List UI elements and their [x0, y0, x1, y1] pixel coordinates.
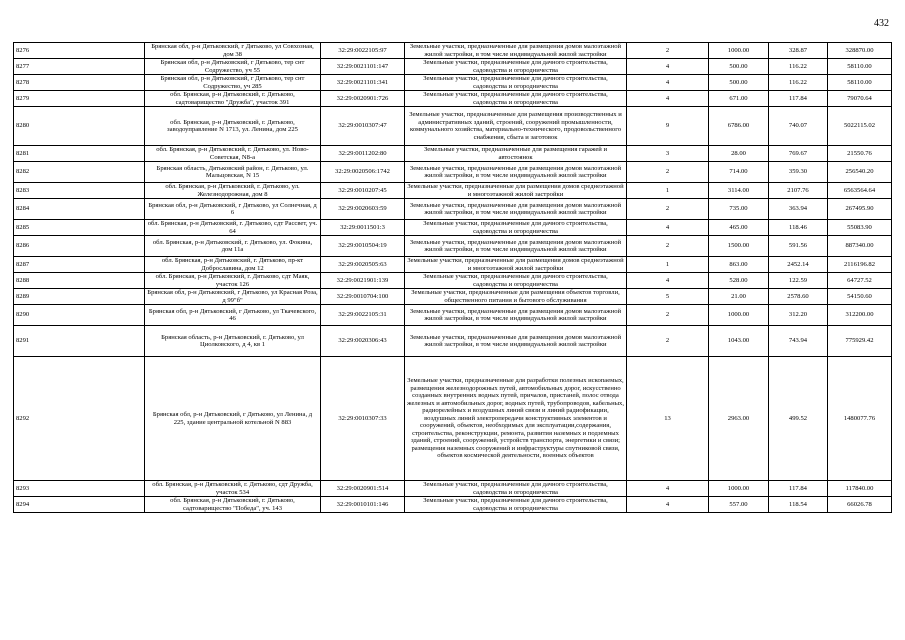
table-row [14, 91, 892, 107]
cadastral-value-cell: 887340.00 [828, 236, 892, 257]
area-cell: 6786.00 [709, 107, 769, 146]
specific-value-cell: 2452.14 [769, 257, 828, 273]
cadastral-value-cell: 5022115.02 [828, 107, 892, 146]
address-cell: обл. Брянская, р-н Дятьковский, г. Дятьково, ул. Железнодорожная, дом 8 [145, 183, 321, 199]
table-row [14, 199, 892, 220]
cadastral-number-cell: 32:29:0020603:59 [321, 199, 405, 220]
cadastral-value-cell: 312200.00 [828, 305, 892, 326]
cadastral-number-cell: 32:29:0020306:43 [321, 326, 405, 357]
permitted-use-cell: Земельные участки, предназначенные для размещения домов малоэтажной жилой застройки, в том числе индивидуальной жилой застройки [405, 305, 627, 326]
address-cell: обл. Брянская, р-н Дятьковский, г. Дятьково, заводоуправление N 1713, ул. Ленина, дом 225 [145, 107, 321, 146]
table-row [14, 357, 892, 481]
permitted-use-cell: Земельные участки, предназначенные для разработки полезных ископаемых, размещения железнодорожных путей, автомобильных дорог, искусственно созданных внутренних водных путей, причалов, пристаней, полос отвода железных и автомобильных дорог, водных путей, трубопроводов, кабельных, радиорелейных и воздушных линий связи и линий радиофикации, воздушных линий электропередачи конструктивных элементов и сооружений, объектов, необходимых для эксплуатации,содержания, строительства, реконструкции, ремонта, развития наземных и подземных зданий, строений, сооружений, устройств транспорта, энергетики и связи; размещения наземных сооружений и инфраструктуры спутниковой связи, объектов космической деятельности, военных объектов [405, 357, 627, 481]
cadastral-value-cell: 64727.52 [828, 273, 892, 289]
permitted-use-cell: Земельные участки, предназначенные для размещения домов малоэтажной жилой застройки, в том числе индивидуальной жилой застройки [405, 199, 627, 220]
cadastral-value-cell: 58110.00 [828, 59, 892, 75]
cadastral-number-cell: 32:29:0011501:3 [321, 220, 405, 236]
cadastral-value-cell: 1480077.76 [828, 357, 892, 481]
group-cell: 2 [627, 43, 709, 59]
row-number-cell: 8291 [14, 326, 145, 357]
area-cell: 1000.00 [709, 481, 769, 497]
address-cell: Брянская область, р-н Дятьковский, г. Дятьково, ул Циолковского, д 4, кв 1 [145, 326, 321, 357]
table-row [14, 162, 892, 183]
cadastral-value-cell: 267495.90 [828, 199, 892, 220]
area-cell: 557.00 [709, 497, 769, 513]
address-cell: обл. Брянская, р-н Дятьковский, г. Дятьково, сдт Рассвет, уч. 64 [145, 220, 321, 236]
cadastral-number-cell: 32:29:0010307:47 [321, 107, 405, 146]
specific-value-cell: 591.56 [769, 236, 828, 257]
area-cell: 2963.00 [709, 357, 769, 481]
cadastral-number-cell: 32:29:0010307:33 [321, 357, 405, 481]
address-cell: Брянская обл, р-н Дятьковский, г Дятьково, тер снт Содружество, уч 285 [145, 75, 321, 91]
table-row [14, 107, 892, 146]
cadastral-number-cell: 32:29:0022105:97 [321, 43, 405, 59]
permitted-use-cell: Земельные участки, предназначенные для дачного строительства, садоводства и огородничества [405, 59, 627, 75]
cadastral-number-cell: 32:29:0021101:147 [321, 59, 405, 75]
cadastral-value-cell: 55083.90 [828, 220, 892, 236]
permitted-use-cell: Земельные участки, предназначенные для размещения домов малоэтажной жилой застройки, в том числе индивидуальной жилой застройки [405, 162, 627, 183]
permitted-use-cell: Земельные участки, предназначенные для дачного строительства, садоводства и огородничества [405, 91, 627, 107]
address-cell: Брянская обл, р-н Дятьковский, г Дятьково, ул Ленина, д 225, здание центральной котельной N 883 [145, 357, 321, 481]
address-cell: обл. Брянская, р-н Дятьковский, г. Дятьково, сдт Дружба, участок 534 [145, 481, 321, 497]
specific-value-cell: 769.67 [769, 146, 828, 162]
area-cell: 500.00 [709, 75, 769, 91]
permitted-use-cell: Земельные участки, предназначенные для дачного строительства, садоводства и огородничества [405, 497, 627, 513]
table-row [14, 146, 892, 162]
cadastral-value-cell: 256540.20 [828, 162, 892, 183]
specific-value-cell: 117.84 [769, 91, 828, 107]
table-row [14, 305, 892, 326]
specific-value-cell: 499.52 [769, 357, 828, 481]
table-row [14, 43, 892, 59]
cadastral-number-cell: 32:29:0021901:139 [321, 273, 405, 289]
permitted-use-cell: Земельные участки, предназначенные для размещения домов среднеэтажной и многоэтажной жилой застройки [405, 183, 627, 199]
permitted-use-cell: Земельные участки, предназначенные для дачного строительства, садоводства и огородничества [405, 273, 627, 289]
cadastral-number-cell: 32:29:0010704:100 [321, 289, 405, 305]
permitted-use-cell: Земельные участки, предназначенные для размещения производственных и административных зданий, строений, сооружений промышленности, коммунального хозяйства, материально-технического, продовольственного снабжения, сбыта и заготовок [405, 107, 627, 146]
table-row [14, 273, 892, 289]
cadastral-value-cell: 66026.78 [828, 497, 892, 513]
row-number-cell: 8279 [14, 91, 145, 107]
group-cell: 3 [627, 146, 709, 162]
row-number-cell: 8293 [14, 481, 145, 497]
row-number-cell: 8276 [14, 43, 145, 59]
cadastral-number-cell: 32:29:0022105:31 [321, 305, 405, 326]
address-cell: Брянская обл, р-н Дятьковский, г Дятьково, ул Красная Роза, д 99"б" [145, 289, 321, 305]
specific-value-cell: 118.54 [769, 497, 828, 513]
specific-value-cell: 740.07 [769, 107, 828, 146]
area-cell: 1043.00 [709, 326, 769, 357]
specific-value-cell: 122.59 [769, 273, 828, 289]
permitted-use-cell: Земельные участки, предназначенные для размещения домов малоэтажной жилой застройки, в том числе индивидуальной жилой застройки [405, 326, 627, 357]
table-row [14, 497, 892, 513]
area-cell: 1500.00 [709, 236, 769, 257]
table-row [14, 59, 892, 75]
specific-value-cell: 328.87 [769, 43, 828, 59]
cadastral-value-cell: 58110.00 [828, 75, 892, 91]
cadastral-number-cell: 32:29:0020505:63 [321, 257, 405, 273]
address-cell: обл. Брянская, р-н Дятьковский, г. Дятьково, сдт Маяк, участок 126 [145, 273, 321, 289]
row-number-cell: 8292 [14, 357, 145, 481]
permitted-use-cell: Земельные участки, предназначенные для дачного строительства, садоводства и огородничества [405, 220, 627, 236]
row-number-cell: 8287 [14, 257, 145, 273]
address-cell: Брянская обл, р-н Дятьковский, г Дятьково, ул Солнечная, д 6 [145, 199, 321, 220]
address-cell: обл. Брянская, р-н Дятьковский, г. Дятьково, садтоварищество "Победа", уч. 143 [145, 497, 321, 513]
permitted-use-cell: Земельные участки, предназначенные для размещения домов малоэтажной жилой застройки, в том числе индивидуальной жилой застройки [405, 43, 627, 59]
cadastral-value-cell: 54150.60 [828, 289, 892, 305]
specific-value-cell: 116.22 [769, 75, 828, 91]
table-row [14, 75, 892, 91]
cadastral-number-cell: 32:29:0011202:80 [321, 146, 405, 162]
table-row [14, 481, 892, 497]
group-cell: 4 [627, 220, 709, 236]
cadastral-number-cell: 32:29:0010504:19 [321, 236, 405, 257]
specific-value-cell: 2578.60 [769, 289, 828, 305]
page-number: 432 [874, 18, 889, 29]
address-cell: обл. Брянская, р-н Дятьковский, г. Дятьково, ул. Фокина, дом 11а [145, 236, 321, 257]
address-cell: Брянская обл, р-н Дятьковский, г Дятьково, ул Совхозная, дом 38 [145, 43, 321, 59]
row-number-cell: 8285 [14, 220, 145, 236]
area-cell: 714.00 [709, 162, 769, 183]
address-cell: Брянская область, Дятьковский район, г. Дятьково, ул. Мальцовская, N 15 [145, 162, 321, 183]
specific-value-cell: 116.22 [769, 59, 828, 75]
area-cell: 863.00 [709, 257, 769, 273]
cadastral-number-cell: 32:29:0010101:146 [321, 497, 405, 513]
table-row [14, 236, 892, 257]
cadastral-value-cell: 328870.00 [828, 43, 892, 59]
specific-value-cell: 359.30 [769, 162, 828, 183]
address-cell: Брянская обл, р-н Дятьковский, г Дятьково, тер снт Содружество, уч 55 [145, 59, 321, 75]
group-cell: 4 [627, 75, 709, 91]
cadastral-number-cell: 32:29:0020901:514 [321, 481, 405, 497]
permitted-use-cell: Земельные участки, предназначенные для дачного строительства, садоводства и огородничества [405, 481, 627, 497]
permitted-use-cell: Земельные участки, предназначенные для дачного строительства, садоводства и огородничества [405, 75, 627, 91]
row-number-cell: 8280 [14, 107, 145, 146]
area-cell: 735.00 [709, 199, 769, 220]
group-cell: 4 [627, 497, 709, 513]
area-cell: 500.00 [709, 59, 769, 75]
group-cell: 4 [627, 481, 709, 497]
address-cell: обл. Брянская, р-н Дятьковский, г. Дятьково, пр-кт Доброславина, дом 12 [145, 257, 321, 273]
cadastral-number-cell: 32:29:0020506:1742 [321, 162, 405, 183]
area-cell: 465.00 [709, 220, 769, 236]
table-body [14, 43, 892, 513]
row-number-cell: 8289 [14, 289, 145, 305]
specific-value-cell: 743.94 [769, 326, 828, 357]
group-cell: 13 [627, 357, 709, 481]
table-row [14, 183, 892, 199]
group-cell: 4 [627, 91, 709, 107]
row-number-cell: 8290 [14, 305, 145, 326]
row-number-cell: 8294 [14, 497, 145, 513]
area-cell: 28.00 [709, 146, 769, 162]
group-cell: 2 [627, 162, 709, 183]
group-cell: 9 [627, 107, 709, 146]
table-row [14, 257, 892, 273]
row-number-cell: 8284 [14, 199, 145, 220]
permitted-use-cell: Земельные участки, предназначенные для размещения объектов торговли, общественного питания и бытового обслуживания [405, 289, 627, 305]
specific-value-cell: 2107.76 [769, 183, 828, 199]
group-cell: 2 [627, 236, 709, 257]
group-cell: 2 [627, 305, 709, 326]
table-row [14, 289, 892, 305]
specific-value-cell: 117.84 [769, 481, 828, 497]
cadastral-value-cell: 2116196.82 [828, 257, 892, 273]
area-cell: 528.00 [709, 273, 769, 289]
cadastral-number-cell: 32:29:0010207:45 [321, 183, 405, 199]
row-number-cell: 8283 [14, 183, 145, 199]
permitted-use-cell: Земельные участки, предназначенные для размещения гаражей и автостоянок [405, 146, 627, 162]
row-number-cell: 8281 [14, 146, 145, 162]
row-number-cell: 8277 [14, 59, 145, 75]
table-row [14, 220, 892, 236]
address-cell: Брянская обл, р-н Дятьковский, г Дятьково, ул Ткачевского, 46 [145, 305, 321, 326]
specific-value-cell: 118.46 [769, 220, 828, 236]
cadastral-value-cell: 21550.76 [828, 146, 892, 162]
area-cell: 671.00 [709, 91, 769, 107]
table-row [14, 326, 892, 357]
row-number-cell: 8282 [14, 162, 145, 183]
group-cell: 4 [627, 273, 709, 289]
address-cell: обл. Брянская, р-н Дятьковский, г. Дятьково, ул. Ново-Советская, N8-а [145, 146, 321, 162]
cadastral-value-cell: 117840.00 [828, 481, 892, 497]
row-number-cell: 8286 [14, 236, 145, 257]
group-cell: 1 [627, 257, 709, 273]
specific-value-cell: 363.94 [769, 199, 828, 220]
permitted-use-cell: Земельные участки, предназначенные для размещения домов малоэтажной жилой застройки, в том числе индивидуальной жилой застройки [405, 236, 627, 257]
area-cell: 1000.00 [709, 43, 769, 59]
group-cell: 1 [627, 183, 709, 199]
group-cell: 2 [627, 199, 709, 220]
address-cell: обл. Брянская, р-н Дятьковский, г. Дятьково, садтоварищество "Дружба", участок 391 [145, 91, 321, 107]
cadastral-number-cell: 32:29:0020901:726 [321, 91, 405, 107]
group-cell: 5 [627, 289, 709, 305]
area-cell: 21.00 [709, 289, 769, 305]
cadastral-number-cell: 32:29:0021101:341 [321, 75, 405, 91]
area-cell: 1000.00 [709, 305, 769, 326]
land-plot-table [13, 42, 892, 513]
row-number-cell: 8288 [14, 273, 145, 289]
group-cell: 2 [627, 326, 709, 357]
cadastral-value-cell: 775929.42 [828, 326, 892, 357]
cadastral-value-cell: 79070.64 [828, 91, 892, 107]
row-number-cell: 8278 [14, 75, 145, 91]
permitted-use-cell: Земельные участки, предназначенные для размещения домов среднеэтажной и многоэтажной жилой застройки [405, 257, 627, 273]
area-cell: 3114.00 [709, 183, 769, 199]
group-cell: 4 [627, 59, 709, 75]
specific-value-cell: 312.20 [769, 305, 828, 326]
cadastral-value-cell: 6563564.64 [828, 183, 892, 199]
